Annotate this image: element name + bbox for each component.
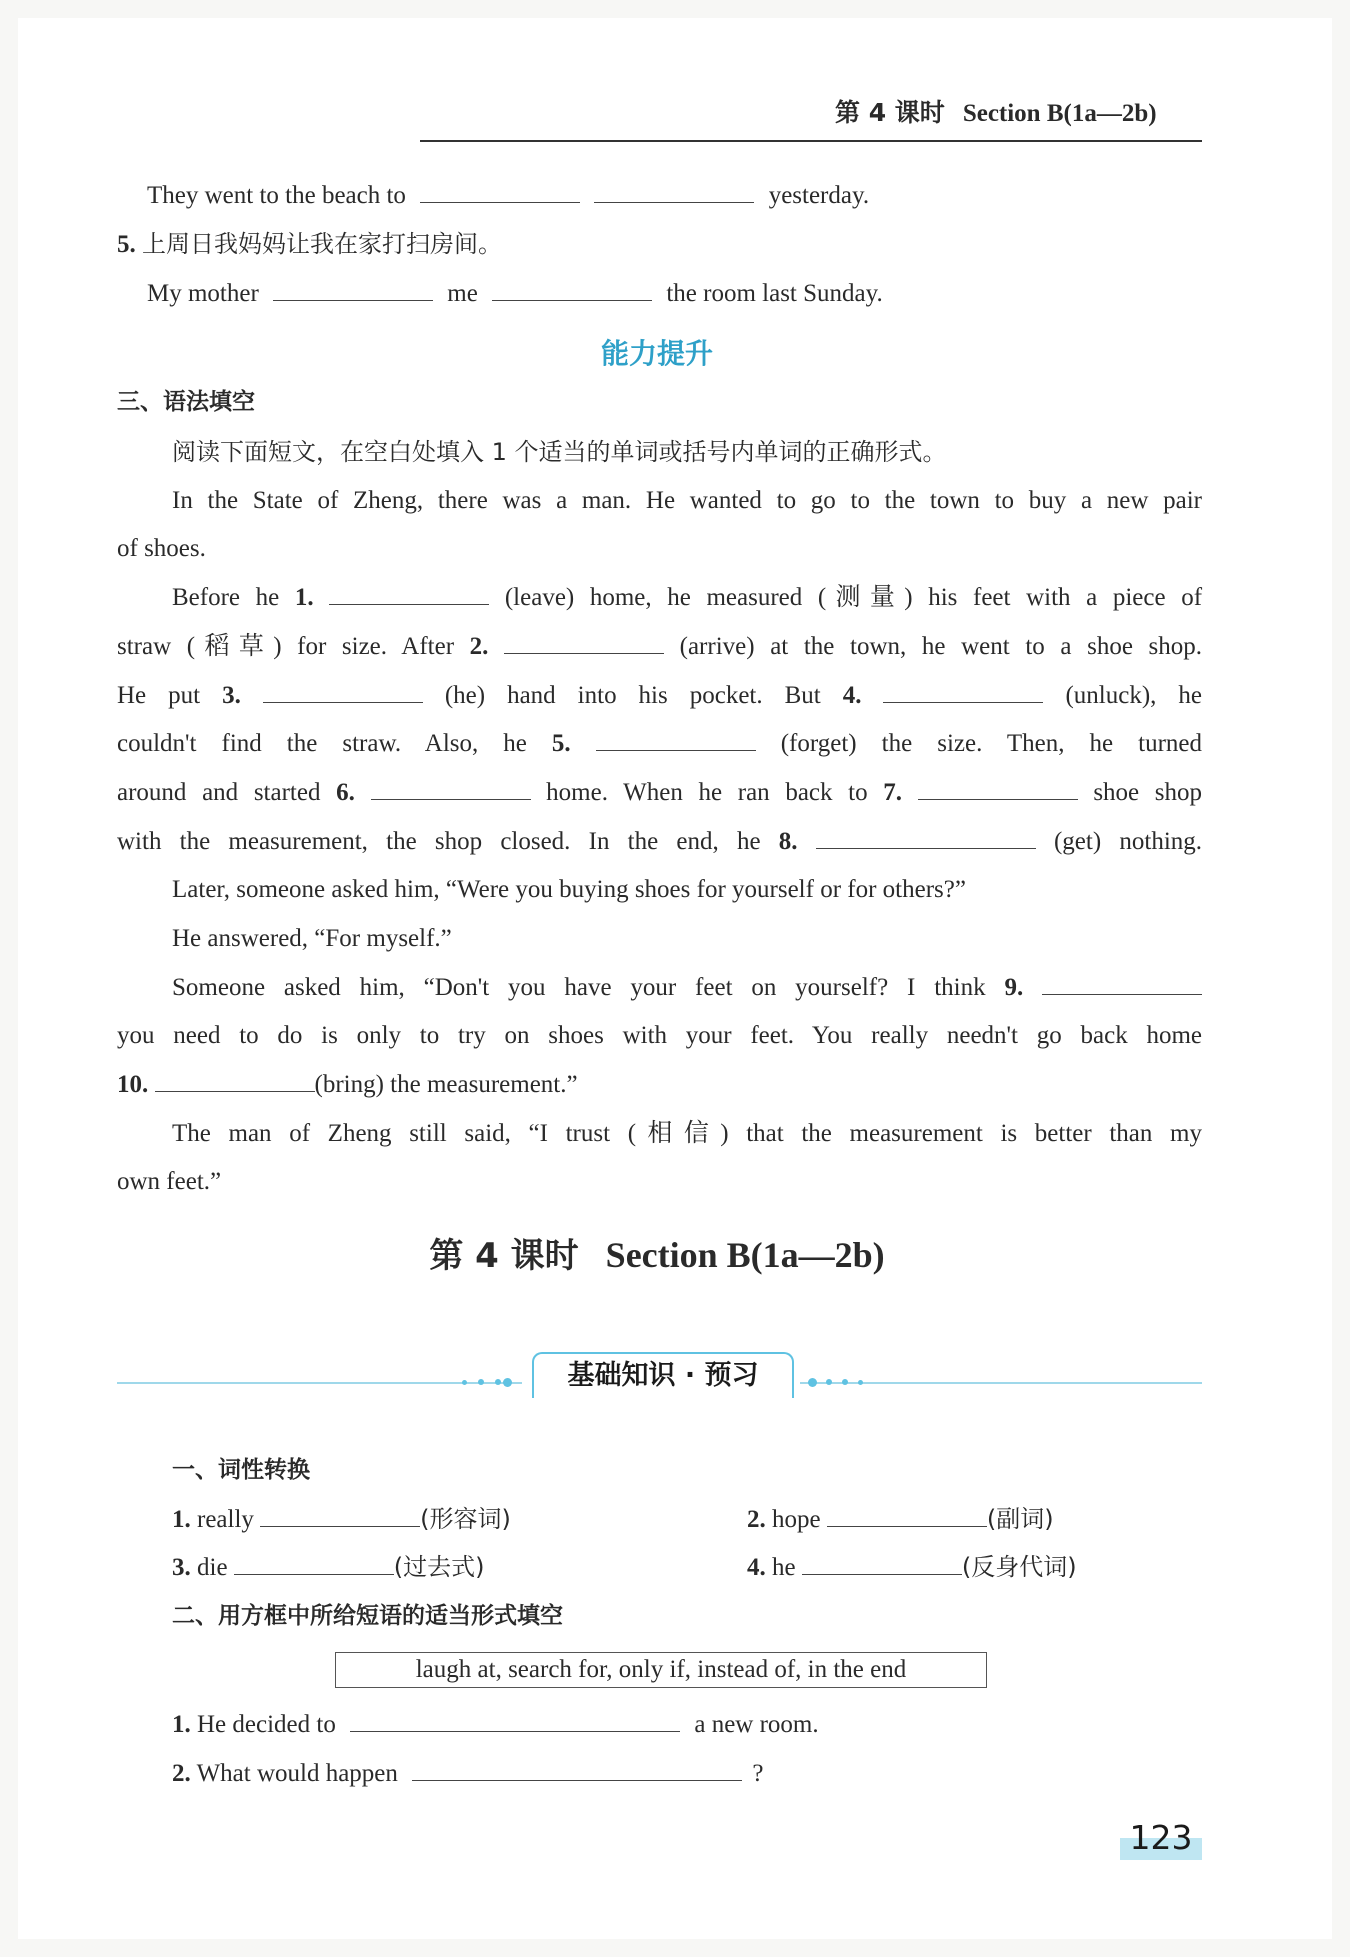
blank-2[interactable] (504, 631, 664, 654)
answer-blank[interactable] (412, 1758, 742, 1781)
answer-blank[interactable] (594, 180, 754, 203)
passage-line: Someone asked him, “Don't you have your feet on yourself? I think 9. (172, 972, 1202, 1004)
passage-line: of shoes. (117, 535, 206, 562)
part1-item-3: 3. die (过去式) (172, 1553, 485, 1581)
lesson-title: 第 4 课时 Section B(1a—2b) (429, 1235, 885, 1276)
blank-10[interactable] (155, 1069, 315, 1092)
part1-heading: 一、词性转换 (172, 1457, 310, 1483)
passage-line: own feet.” (117, 1168, 222, 1195)
answer-blank[interactable] (260, 1504, 420, 1527)
preview-banner: 基础知识 · 预习 (532, 1352, 794, 1398)
passage-line: In the State of Zheng, there was a man. He wanted to go to the town to buy a new pair (172, 487, 1202, 514)
passage-line: Later, someone asked him, “Were you buying shoes for yourself or for others?” (172, 876, 966, 903)
mother-sentence: My mother me the room last Sunday. (147, 280, 883, 307)
header-section: Section B(1a—2b) (962, 100, 1157, 127)
part2-question-2: 2. What would happen ? (172, 1760, 764, 1787)
answer-blank[interactable] (273, 278, 433, 301)
passage-line: He answered, “For myself.” (172, 925, 452, 952)
answer-blank[interactable] (350, 1709, 680, 1732)
question-5: 5. 上周日我妈妈让我在家打扫房间。 (117, 230, 502, 258)
part2-heading: 二、用方框中所给短语的适当形式填空 (172, 1603, 563, 1629)
passage-line: The man of Zheng still said, “I trust (相信) that the measurement is better than my (172, 1120, 1202, 1147)
part1-item-4: 4. he (反身代词) (747, 1553, 1077, 1581)
part1-item-1: 1. really (形容词) (172, 1505, 511, 1533)
passage-line: couldn't find the straw. Also, he 5. (forget) the size. Then, he turned (117, 730, 1203, 757)
answer-blank[interactable] (827, 1504, 987, 1527)
answer-blank[interactable] (492, 278, 652, 301)
grammar-instruction: 阅读下面短文，在空白处填入 1 个适当的单词或括号内单词的正确形式。 (172, 438, 947, 466)
blank-5[interactable] (596, 728, 756, 751)
passage-line: straw (稻草) for size. After 2. (arrive) at the town, he went to a shoe shop. (117, 633, 1203, 660)
blank-3[interactable] (263, 680, 423, 703)
beach-sentence: They went to the beach to yesterday. (147, 182, 870, 209)
passage-line: He put 3. (he) hand into his pocket. But 4. (unluck), he (117, 682, 1203, 709)
running-header (835, 93, 1157, 129)
grammar-heading: 三、语法填空 (117, 389, 255, 415)
passage-line: 10. (bring) the measurement.” (117, 1071, 578, 1098)
passage-line: around and started 6. home. When he ran back to 7. shoe shop (117, 779, 1203, 806)
header-rule (420, 140, 1202, 142)
blank-9[interactable] (1042, 972, 1202, 995)
blank-4[interactable] (883, 680, 1043, 703)
answer-blank[interactable] (234, 1552, 394, 1575)
part1-item-2: 2. hope (副词) (747, 1505, 1054, 1533)
blank-8[interactable] (816, 826, 1036, 849)
header-lesson: 第 4 课时 (835, 98, 945, 127)
blank-7[interactable] (918, 777, 1078, 800)
ability-title: 能力提升 (600, 337, 713, 370)
answer-blank[interactable] (420, 180, 580, 203)
passage-line: Before he 1. (leave) home, he measured (测量) his feet with a piece of (172, 584, 1203, 611)
answer-blank[interactable] (802, 1552, 962, 1575)
part2-question-1: 1. He decided to a new room. (172, 1711, 819, 1738)
blank-6[interactable] (371, 777, 531, 800)
passage-line: you need to do is only to try on shoes with your feet. You really needn't go back home (117, 1022, 1202, 1049)
phrase-box: laugh at, search for, only if, instead of, in the end (335, 1652, 987, 1688)
page-number: 123 (1129, 1818, 1193, 1857)
blank-1[interactable] (329, 582, 489, 605)
passage-line: with the measurement, the shop closed. In the end, he 8. (get) nothing. (117, 828, 1203, 855)
